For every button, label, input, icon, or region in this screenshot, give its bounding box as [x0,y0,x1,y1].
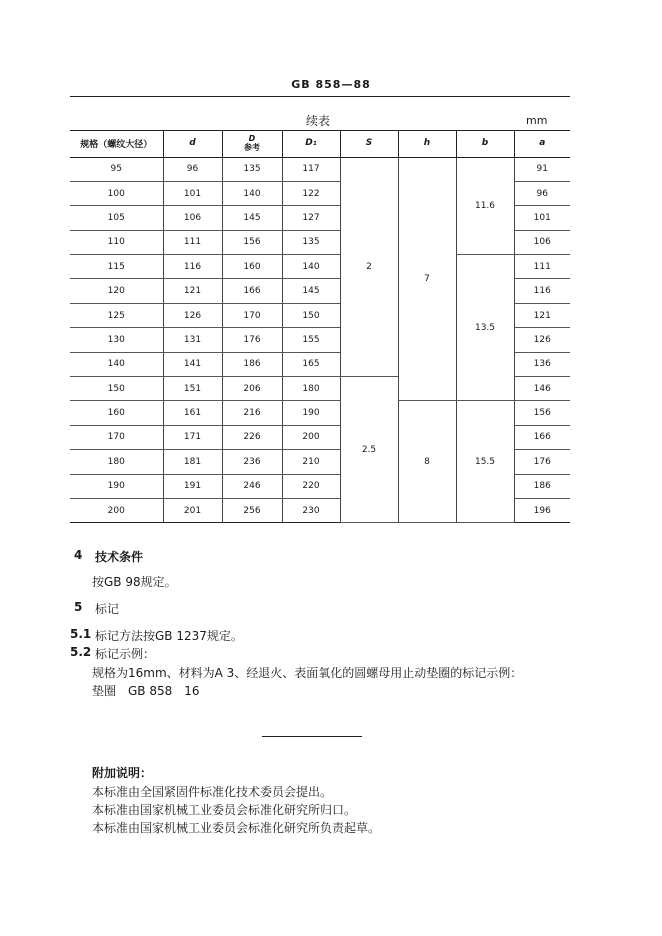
cell-a: 126 [514,328,570,352]
cell-D: 160 [222,255,282,279]
note-line: 本标准由国家机械工业委员会标准化研究所归口。 [92,803,357,817]
col-header-size: 规格（螺纹大径） [70,130,163,157]
cell-size: 100 [70,181,163,205]
cell-size: 140 [70,352,163,376]
cell-D: 186 [222,352,282,376]
cell-D: 206 [222,377,282,401]
col-header-D-symbol: D [248,134,256,144]
notes-title: 附加说明： [92,766,153,780]
cell-D1: 150 [282,303,340,327]
cell-a: 146 [514,377,570,401]
cell-size: 200 [70,498,163,522]
cell-size: 105 [70,206,163,230]
cell-d: 131 [163,328,222,352]
cell-d: 101 [163,181,222,205]
cell-S: 2 [340,157,398,377]
cell-D1: 190 [282,401,340,425]
cell-a: 91 [514,157,570,181]
table-unit: mm [526,114,548,127]
cell-d: 141 [163,352,222,376]
cell-d: 126 [163,303,222,327]
cell-d: 106 [163,206,222,230]
cell-D1: 140 [282,255,340,279]
cell-D: 145 [222,206,282,230]
cell-D1: 117 [282,157,340,181]
note-line: 本标准由国家机械工业委员会标准化研究所负责起草。 [92,821,381,835]
cell-D1: 200 [282,425,340,449]
cell-D1: 122 [282,181,340,205]
cell-a: 121 [514,303,570,327]
cell-D: 140 [222,181,282,205]
cell-D1: 135 [282,230,340,254]
cell-h: 8 [398,401,456,523]
cell-size: 95 [70,157,163,181]
cell-size: 120 [70,279,163,303]
cell-size: 125 [70,303,163,327]
cell-d: 201 [163,498,222,522]
cell-D1: 155 [282,328,340,352]
section-4-title: 技术条件 [95,550,144,564]
cell-D1: 210 [282,450,340,474]
table-row [70,401,570,425]
cell-D: 156 [222,230,282,254]
section-5-title: 标记 [95,602,120,616]
table-row [70,157,570,181]
separator-rule [262,736,362,737]
cell-D: 256 [222,498,282,522]
table-caption: 续表 [306,114,331,128]
cell-d: 181 [163,450,222,474]
cell-size: 190 [70,474,163,498]
cell-D1: 165 [282,352,340,376]
cell-D1: 145 [282,279,340,303]
cell-a: 96 [514,181,570,205]
header-rule [70,96,570,97]
col-header-S: S [340,130,398,157]
cell-size: 180 [70,450,163,474]
cell-D: 135 [222,157,282,181]
page-header: GB 858—88 [291,78,371,91]
cell-size: 160 [70,401,163,425]
col-header-h: h [398,130,456,157]
cell-d: 151 [163,377,222,401]
cell-d: 96 [163,157,222,181]
cell-D1: 180 [282,377,340,401]
cell-h: 7 [398,157,456,401]
col-header-D-note: 参考 [244,143,260,153]
section-4-body: 按GB 98规定。 [92,575,177,589]
cell-D: 176 [222,328,282,352]
cell-d: 116 [163,255,222,279]
col-header-D1: D₁ [282,130,340,157]
cell-d: 171 [163,425,222,449]
cell-D: 226 [222,425,282,449]
cell-size: 115 [70,255,163,279]
cell-a: 116 [514,279,570,303]
section-5-number: 5 [74,600,83,614]
cell-D1: 230 [282,498,340,522]
cell-a: 196 [514,498,570,522]
cell-size: 110 [70,230,163,254]
section-4-number: 4 [74,548,83,562]
dimension-table [70,130,570,523]
cell-d: 121 [163,279,222,303]
cell-a: 136 [514,352,570,376]
cell-S: 2.5 [340,377,398,523]
cell-a: 166 [514,425,570,449]
cell-D: 170 [222,303,282,327]
section-5-2-text: 标记示例： [95,647,156,661]
cell-d: 161 [163,401,222,425]
cell-a: 186 [514,474,570,498]
col-header-d: d [163,130,222,157]
cell-a: 111 [514,255,570,279]
cell-D1: 127 [282,206,340,230]
cell-d: 111 [163,230,222,254]
cell-size: 130 [70,328,163,352]
cell-b: 15.5 [456,401,514,523]
cell-a: 176 [514,450,570,474]
cell-size: 150 [70,377,163,401]
cell-D1: 220 [282,474,340,498]
cell-b: 11.6 [456,157,514,255]
example-mark: 垫圈 GB 858 16 [92,684,200,698]
table-header-row [70,130,570,157]
cell-a: 101 [514,206,570,230]
cell-a: 106 [514,230,570,254]
cell-d: 191 [163,474,222,498]
section-5-1-number: 5.1 [70,627,92,641]
col-header-D [222,130,282,157]
cell-b: 13.5 [456,255,514,401]
note-line: 本标准由全国紧固件标准化技术委员会提出。 [92,785,333,799]
col-header-a: a [514,130,570,157]
cell-D: 166 [222,279,282,303]
section-5-2-number: 5.2 [70,645,92,659]
cell-a: 156 [514,401,570,425]
section-5-1-text: 标记方法按GB 1237规定。 [95,629,243,643]
table-row [70,255,570,279]
cell-size: 170 [70,425,163,449]
cell-D: 246 [222,474,282,498]
cell-D: 236 [222,450,282,474]
col-header-b: b [456,130,514,157]
cell-D: 216 [222,401,282,425]
example-description: 规格为16mm、材料为A 3、经退火、表面氧化的圆螺母用止动垫圈的标记示例： [92,666,523,680]
